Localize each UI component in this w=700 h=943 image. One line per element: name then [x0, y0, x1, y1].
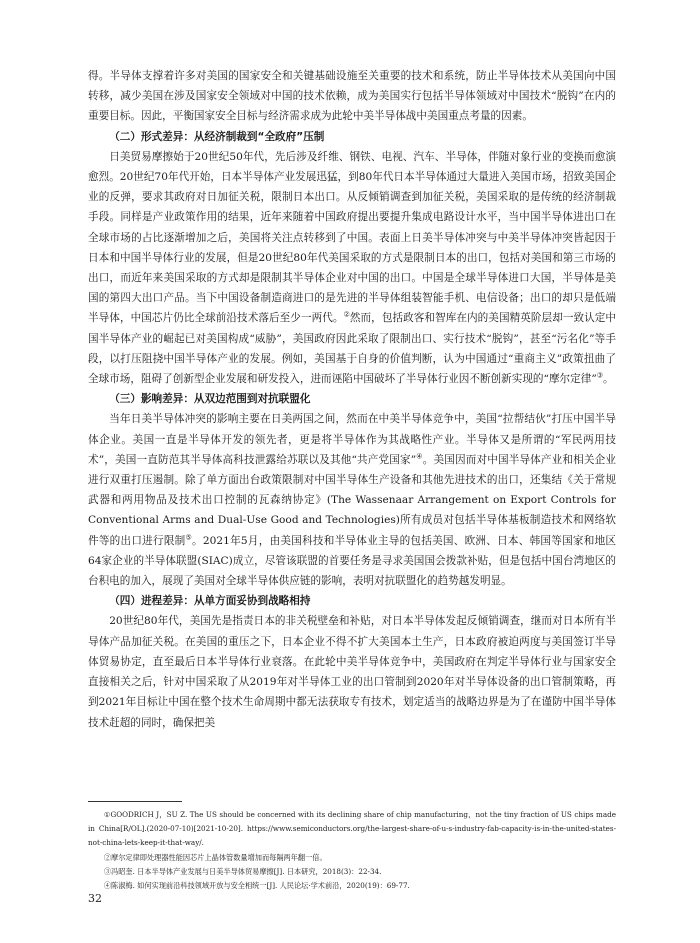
section-heading-form-difference: （二）形式差异：从经济制裁到“全政府”压制: [109, 130, 325, 143]
footnote-1: ①GOODRICH J，SU Z. The US should be concerned with its declining share of chip manufacturing，not the tiny fraction of US chips made in China[R/OL].(2020-07-10)[2021-10-20]. https://www.semiconductors.org/the-largest-share-of-u-s-industry-fab-capacity-is-in-the-united-states-not-china-lets-keep-it-that-way/.: [88, 810, 616, 848]
paragraph-text: 20世纪80年代，美国先是指责日本的非关税壁垒和补贴，对日本半导体发起反倾销调查，继而对日本所有半导体产品加征关税。在美国的重压之下，日本企业不得不扩大美国本土生产，日本政府被迫两度与美国签订半导体贸易协定，直至最后日本半导体行业衰落。在此轮中美半导体竞争中，美国政府在判定半导体行业与国家安全直接相关之后，针对中国采取了从2019年对半导体工业的出口管制到2020年对半导体设备的出口管制策略，再到2021年目标让中国在整个技术生命周期中都无法获取专有技术，划定适当的战略边界是为了在谨防中国半导体技术赶超的同时，确保把美: [88, 615, 616, 729]
footnote-4: ④陈淑梅. 如何实现前沿科技领域开放与安全相统一[J]. 人民论坛·学术前沿，2020(19)：69-77.: [103, 881, 410, 891]
paragraph-impact-difference: [88, 409, 616, 591]
paragraph-text: 。2021年5月，由美国科技和半导体业主导的包括美国、欧洲、日本、韩国等国家和地区64家企业的半导体联盟(SIAC)成立，尽管该联盟的首要任务是寻求美国国会拨款补贴，但是包括中国台湾地区的台积电的加入，展现了美国对全球半导体供应链的影响，表明对抗联盟化的趋势越发明显。: [88, 534, 617, 588]
paragraph-text: 。: [603, 373, 614, 386]
paragraph-text: 。美国因而对中国半导体产业和相关企业进行双重打压遏制。除了单方面出台政策限制对中国半导体生产设备和其他先进技术的出口，还集结《关于常规武器和两用物品及技术出口控制的瓦森纳协定》(The Wassenaar Arrangement on Export Controls for Conventional Arms and Dual-Use Good and Technologies)所有成员对包括半导体基板制造技术和网络软件等的出口进行限制: [88, 453, 616, 547]
page-number: 32: [88, 892, 102, 905]
paragraph-process-difference: [88, 611, 616, 732]
section-heading-impact-difference: （三）影响差异：从双边范围到对抗联盟化: [109, 393, 311, 406]
footnote-3: ③冯昭奎. 日本半导体产业发展与日美半导体贸易摩擦[J]. 日本研究，2018(3)：22-34.: [103, 866, 382, 876]
body-text: [88, 66, 616, 733]
paragraph-form-difference: [88, 147, 616, 389]
footnote-ref[interactable]: ③: [596, 371, 604, 380]
paragraph-text: 当年日美半导体冲突的影响主要在日美两国之间，然而在中美半导体竞争中，美国“拉帮结伙”打压中国半导体企业。美国一直是半导体开发的领先者，更是将半导体作为其战略性产业。半导体又是所谓的“军民两用技术”，美国一直防范其半导体高科技泄露给苏联以及其他“共产党国家”: [88, 413, 616, 466]
footnote-ref[interactable]: ⑤: [185, 533, 193, 542]
footnote-ref[interactable]: ②: [343, 310, 350, 319]
footnote-ref[interactable]: ④: [416, 452, 423, 461]
paragraph-continued: [88, 66, 616, 127]
paragraph-text: 然而，包括政客和智库在内的美国精英阶层却一致认定中国半导体产业的崛起已对美国构成“威胁”，美国政府因此采取了限制出口、实行技术“脱钩”，甚至“污名化”等手段，以打压阻挠中国半导体产业的发展。例如，美国基于自身的价值判断，认为中国通过“重商主义”政策扭曲了全球市场，阻碍了创新型企业发展和研发投入，进而诬陷中国破坏了半导体行业因不断创新实现的“摩尔定律”: [88, 312, 617, 386]
footnote-separator: [88, 801, 182, 802]
footnote-2: ②摩尔定律即处理器性能因芯片上晶体管数量增加而每隔两年翻一倍。: [103, 852, 327, 862]
section-heading-process-difference: （四）进程差异：从单方面妥协到战略相持: [109, 595, 311, 608]
footnotes: [88, 808, 616, 893]
paragraph-text: 日美贸易摩擦始于20世纪50年代，先后涉及纤维、钢铁、电视、汽车、半导体，伴随对象行业的变换而愈演愈烈。20世纪70年代开始，日本半导体产业发展迅猛，到80年代日本半导体通过大量进入美国市场，招致美国企业的反弹，要求其政府对日加征关税，限制日本出口。从反倾销调查到加征关税，美国采取的是传统的经济制裁手段。同样是产业政策作用的结果，近年来随着中国政府提出要提升集成电路设计水平，当中国半导体进出口在全球市场的占比逐渐增加之后，美国将关注点转移到了中国。表面上日美半导体冲突与中美半导体冲突皆起因于日本和中国半导体行业的发展，但是20世纪80年代美国采取的方式是限制日本的出口，包括对美国和第三市场的出口，而近年来美国采取的方式却是限制其半导体企业对中国的出口。中国是全球半导体进口大国，半导体是美国的第四大出口产品。当下中国设备制造商进口的是先进的半导体组装智能手机、电信设备；出口的却只是低端半导体，中国芯片仍比全球前沿技术落后至少一两代。: [88, 150, 616, 325]
paragraph-text: 得。半导体支撑着许多对美国的国家安全和关键基础设施至关重要的技术和系统，防止半导体技术从美国向中国转移，减少美国在涉及国家安全领域对中国的技术依赖，成为美国实行包括半导体领域对中国技术“脱钩”在内的重要目标。因此，平衡国家安全目标与经济需求成为此轮中美半导体战中美国重点考量的因素。: [88, 70, 616, 123]
